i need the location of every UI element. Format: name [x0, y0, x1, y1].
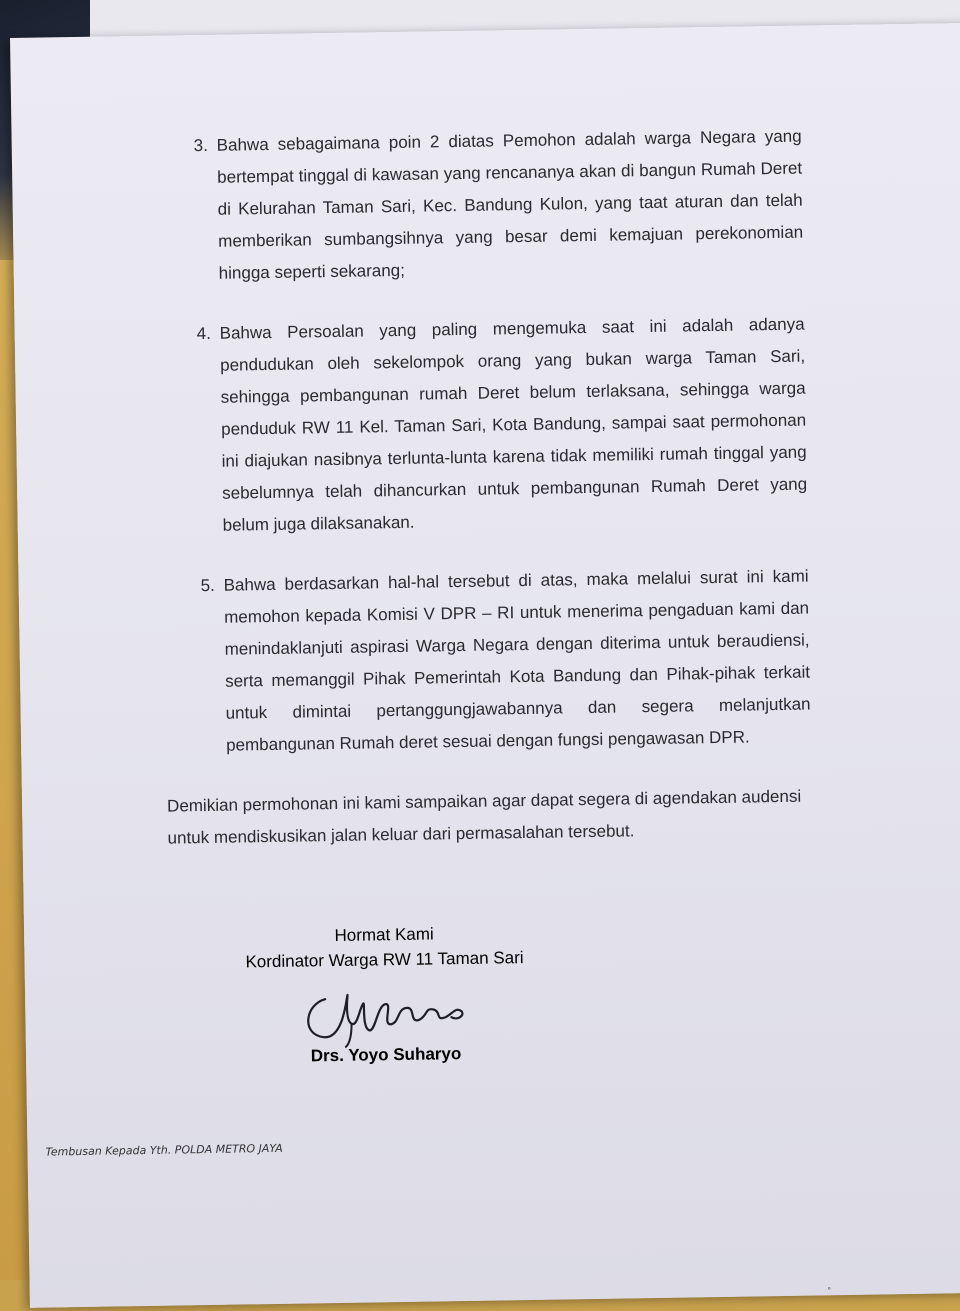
item-number: 5.	[200, 575, 215, 596]
handwritten-signature	[285, 977, 486, 1050]
carbon-copy-note: Tembusan Kepada Yth. POLDA METRO JAYA	[45, 1141, 283, 1159]
greeting: Hormat Kami	[334, 924, 434, 946]
document-page	[10, 23, 960, 1308]
list-item	[138, 561, 811, 764]
list-item	[131, 121, 803, 292]
list-item	[134, 309, 807, 543]
signer-role: Kordinator Warga RW 11 Taman Sari	[245, 948, 524, 972]
closing-paragraph: Demikian permohonan ini kami sampaikan agar dapat segera di agendakan audensi untuk mendiskusikan jalan keluar dari permasalahan tersebut.	[166, 786, 802, 848]
signature-block	[214, 920, 556, 1070]
item-number: 4.	[196, 323, 212, 344]
item-text: Bahwa Persoalan yang paling mengemuka saat ini adalah adanya pendudukan oleh sekelompok orang yang bukan warga Taman Sari, sehingga pembangunan rumah Deret belum terlaksana, sehingga warga penduduk RW 11 Kel. Taman Sari, Kota Bandung, sampai saat permohonan ini diajukan nasibnya terlunta-lunta karena tidak memiliki rumah tinggal yang sebelumnya telah dihancurkan untuk pembangunan Rumah Deret yang belum juga dilaksanakan.	[219, 314, 808, 535]
item-text: Bahwa berdasarkan hal-hal tersebut di atas, maka melalui surat ini kami memohon kepada Komisi V DPR – RI untuk menerima pengaduan kami dan menindaklanjuti aspirasi Warga Negara dengan diterima untuk beraudiensi, serta memanggil Pihak Pemerintah Kota Bandung dan Pihak-pihak terkait untuk dimintai pertanggungjawabannya dan segera melanjutkan pembangunan Rumah deret sesuai dengan fungsi pengawasan DPR.	[223, 566, 811, 755]
document-body	[131, 121, 812, 855]
page-corner-mark: ˚	[827, 1287, 832, 1299]
item-number: 3.	[193, 135, 209, 156]
item-text: Bahwa sebagaimana poin 2 diatas Pemohon adalah warga Negara yang bertempat tinggal di kawasan yang rencananya akan di bangun Rumah Deret di Kelurahan Taman Sari, Kec. Bandung Kulon, yang taat aturan dan telah memberikan sumbangsihnya yang besar demi kemajuan perekonomian hingga seperti sekarang;	[216, 126, 804, 283]
signer-name: Drs. Yoyo Suharyo	[310, 1044, 462, 1066]
